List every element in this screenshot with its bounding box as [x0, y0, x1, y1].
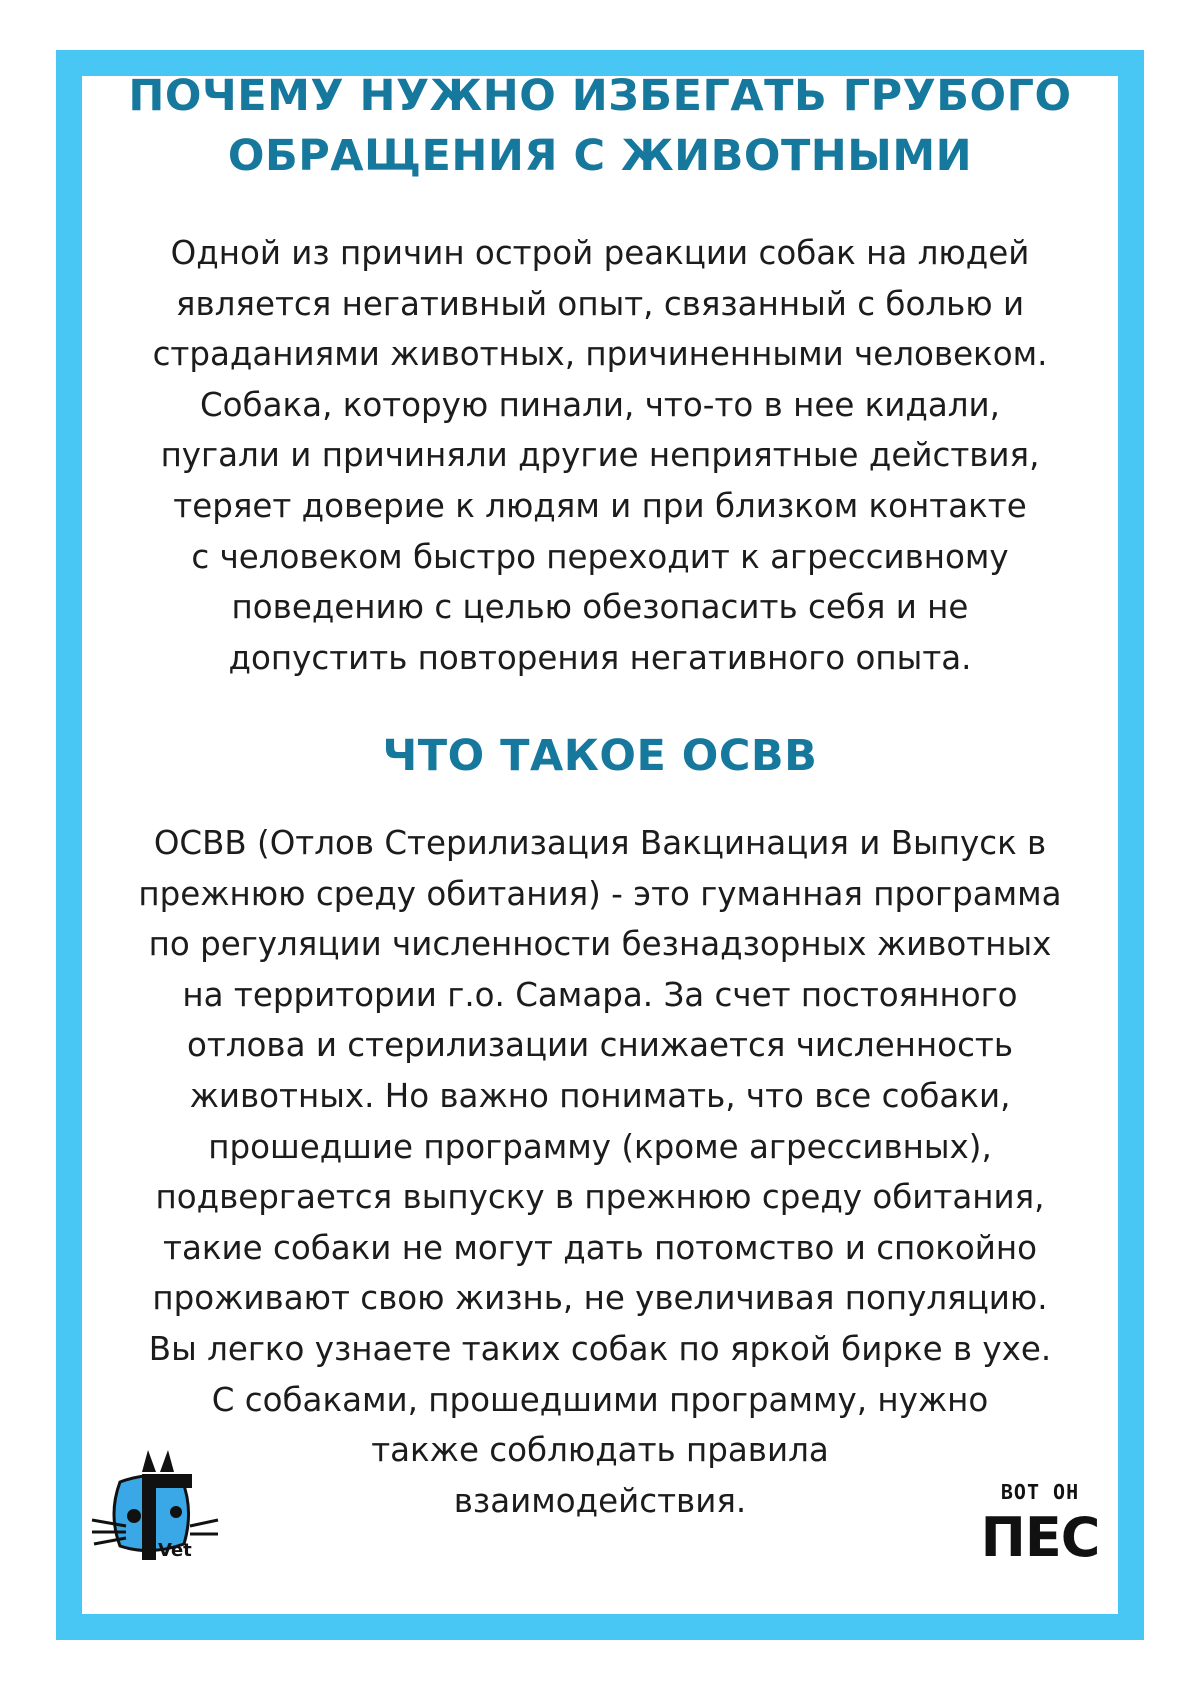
section1-body-line: с человеком быстро переходит к агрессивному — [191, 537, 1009, 576]
section1-title-line: ПОЧЕМУ НУЖНО ИЗБЕГАТЬ ГРУБОГО — [128, 71, 1072, 121]
section2-body-line: животных. Но важно понимать, что все собаки, — [189, 1076, 1011, 1115]
logo-text-bottom: ПЕС — [980, 1506, 1100, 1569]
section1-body-line: теряет доверие к людям и при близком контакте — [173, 486, 1027, 525]
section2-body-line: взаимодействия. — [453, 1481, 747, 1520]
section2-body-line: отлова и стерилизации снижается численность — [186, 1026, 1014, 1065]
section1-body-line: Одной из причин острой реакции собак на людей — [170, 234, 1030, 272]
vot-on-pes-logo — [980, 1480, 1100, 1590]
section2-body-line: такие собаки не могут дать потомство и спокойно — [163, 1228, 1037, 1267]
section1-body-line: является негативный опыт, связанный с болью и — [175, 284, 1025, 323]
section2-body-line: подвергается выпуску в прежнюю среду обитания, — [155, 1178, 1045, 1217]
section2-body-line: ОСВВ (Отлов Стерилизация Вакцинация и Выпуск в — [153, 824, 1047, 862]
section2-body-line: на территории г.о. Самара. За счет постоянного — [182, 975, 1018, 1014]
section2-body-line: С собаками, прошедшими программу, нужно — [211, 1380, 989, 1419]
svg-text:Vet: Vet — [158, 1540, 192, 1561]
section2-body-line: также соблюдать правила — [371, 1431, 829, 1470]
section1-body-line: пугали и причиняли другие неприятные действия, — [160, 436, 1040, 475]
section1-title-line: ОБРАЩЕНИЯ С ЖИВОТНЫМИ — [227, 131, 973, 181]
section1-body-line: допустить повторения негативного опыта. — [228, 638, 972, 677]
section1-title — [0, 66, 1200, 186]
section1-body — [0, 228, 1200, 683]
section2-body-line: по регуляции численности безнадзорных животных — [148, 925, 1052, 964]
section2-body-line: прошедшие программу (кроме агрессивных), — [208, 1127, 992, 1166]
section2-body-line: прежнюю среду обитания) - это гуманная программа — [138, 874, 1062, 913]
section1-body-line: страданиями животных, причиненными человеком. — [152, 335, 1048, 374]
section2-body — [0, 818, 1200, 1526]
logo-text-top: ВОТ ОН — [1000, 1480, 1080, 1504]
section1-body-line: Собака, которую пинали, что-то в нее кидали, — [199, 385, 1001, 424]
section1-body-line: поведению с целью обезопасить себя и не — [231, 588, 969, 627]
section2-title: ЧТО ТАКОЕ ОСВВ — [382, 731, 818, 781]
section2-body-line: Вы легко узнаете таких собак по яркой бирке в ухе. — [148, 1329, 1052, 1368]
vet-logo — [90, 1440, 220, 1570]
section2-body-line: проживают свою жизнь, не увеличивая популяцию. — [152, 1279, 1048, 1318]
